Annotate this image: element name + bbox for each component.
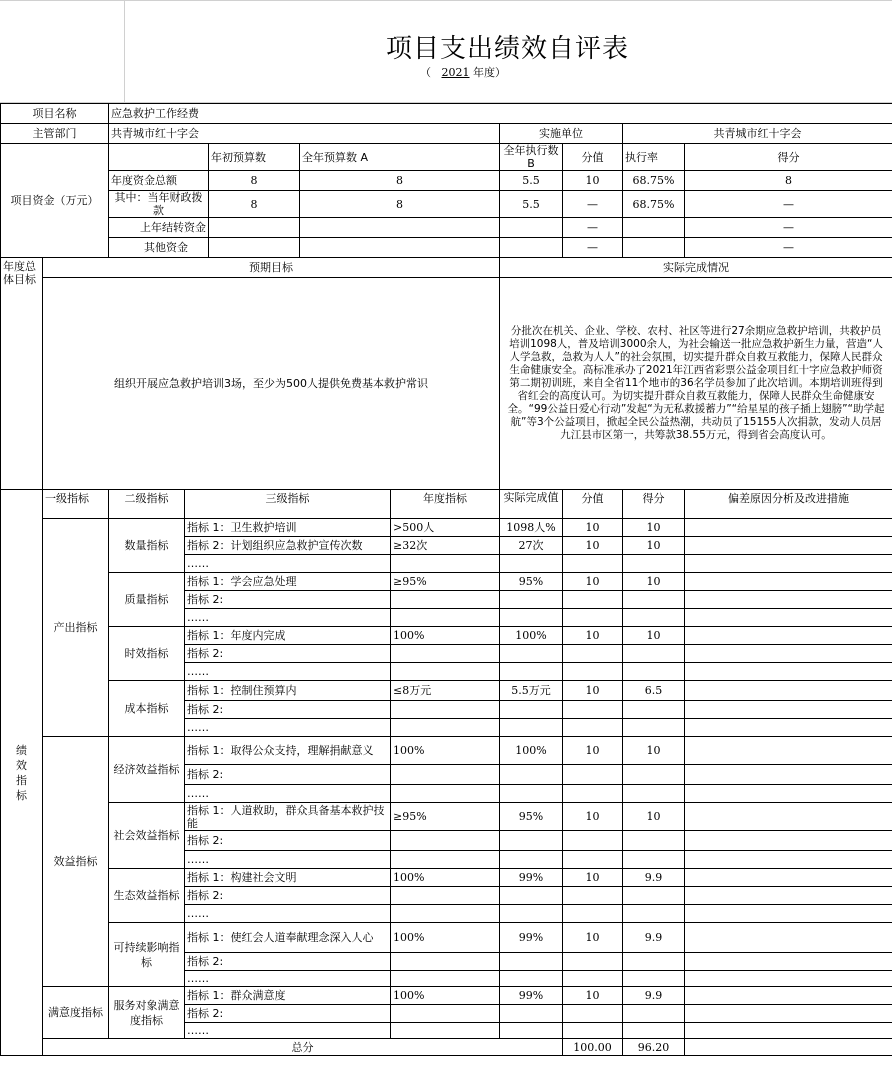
actual-value: 5.5万元 xyxy=(500,681,563,701)
funds-full: 8 xyxy=(300,191,500,218)
project-name-label: 项目名称 xyxy=(1,104,109,124)
actual-value: 99% xyxy=(500,987,563,1005)
actual-value xyxy=(500,719,563,737)
reason xyxy=(685,663,892,681)
goals-expected-label: 预期目标 xyxy=(43,258,500,278)
target-value xyxy=(391,609,500,627)
target-value xyxy=(391,719,500,737)
actual-value: 95% xyxy=(500,803,563,831)
header-target: 年度指标 xyxy=(391,490,500,519)
actual-value xyxy=(500,645,563,663)
score-value: 10 xyxy=(563,803,623,831)
score xyxy=(623,701,685,719)
dept-row xyxy=(1,124,892,144)
target-value: 100% xyxy=(391,923,500,953)
target-value: >500人 xyxy=(391,519,500,537)
reason xyxy=(685,591,892,609)
actual-value xyxy=(500,953,563,971)
funds-exec: 5.5 xyxy=(500,171,563,191)
goals-content-row xyxy=(1,278,892,490)
level1-benefit: 效益指标 xyxy=(43,737,109,987)
target-value xyxy=(391,701,500,719)
target-value xyxy=(391,785,500,803)
level3-label: 指标 2: xyxy=(185,645,391,663)
funds-score: — xyxy=(685,218,892,238)
actual-value xyxy=(500,765,563,785)
score xyxy=(623,719,685,737)
level2-6: 生态效益指标 xyxy=(109,869,185,923)
level3-label: 指标 2: xyxy=(185,591,391,609)
target-value xyxy=(391,555,500,573)
funds-row-carryover xyxy=(1,218,892,238)
level3-label: 指标 1：群众满意度 xyxy=(185,987,391,1005)
indicator-row xyxy=(1,519,892,537)
actual-value: 27次 xyxy=(500,537,563,555)
score-value xyxy=(563,609,623,627)
project-name-row xyxy=(1,104,892,124)
actual-value xyxy=(500,887,563,905)
target-value xyxy=(391,591,500,609)
header-score-value: 分值 xyxy=(563,490,623,519)
score-value xyxy=(563,851,623,869)
score xyxy=(623,591,685,609)
indicator-row xyxy=(1,627,892,645)
score-value xyxy=(563,971,623,987)
actual-value: 99% xyxy=(500,869,563,887)
ellipsis-row: …… xyxy=(185,851,391,869)
score xyxy=(623,1005,685,1023)
indicators-header-row xyxy=(1,490,892,519)
score-value: 10 xyxy=(563,573,623,591)
score-value xyxy=(563,831,623,851)
reason xyxy=(685,987,892,1005)
funds-score-value: — xyxy=(563,191,623,218)
score-value: 10 xyxy=(563,869,623,887)
funds-row-other xyxy=(1,238,892,258)
total-row xyxy=(1,1039,892,1056)
indicator-row xyxy=(1,923,892,953)
indicator-row xyxy=(1,987,892,1005)
funds-header-rate: 执行率 xyxy=(623,144,685,171)
score-value xyxy=(563,645,623,663)
funds-full xyxy=(300,218,500,238)
funds-initial xyxy=(209,218,300,238)
target-value xyxy=(391,905,500,923)
target-value: ≥32次 xyxy=(391,537,500,555)
target-value xyxy=(391,887,500,905)
level2-1: 质量指标 xyxy=(109,573,185,627)
funds-initial xyxy=(209,238,300,258)
ellipsis-row: …… xyxy=(185,1023,391,1039)
score-value: 10 xyxy=(563,537,623,555)
target-value: ≥95% xyxy=(391,803,500,831)
actual-value xyxy=(500,1023,563,1039)
header-actual: 实际完成值 xyxy=(500,490,563,519)
target-value: 100% xyxy=(391,869,500,887)
score xyxy=(623,887,685,905)
score-value: 10 xyxy=(563,627,623,645)
funds-row-label: 其他资金 xyxy=(109,238,209,258)
actual-value: 95% xyxy=(500,573,563,591)
funds-score: — xyxy=(685,238,892,258)
funds-score-value: — xyxy=(563,238,623,258)
year-open: （ xyxy=(420,66,431,79)
header-score: 得分 xyxy=(623,490,685,519)
score-value xyxy=(563,663,623,681)
funds-label: 项目资金（万元） xyxy=(1,144,109,258)
score xyxy=(623,663,685,681)
funds-initial: 8 xyxy=(209,171,300,191)
funds-exec xyxy=(500,238,563,258)
score xyxy=(623,609,685,627)
level3-label: 指标 1：构建社会文明 xyxy=(185,869,391,887)
level1-satisfaction: 满意度指标 xyxy=(43,987,109,1039)
score: 10 xyxy=(623,537,685,555)
project-name-value: 应急救护工作经费 xyxy=(109,104,892,124)
level3-label: 指标 1：人道救助，群众具备基本救护技能 xyxy=(185,803,391,831)
target-value xyxy=(391,1005,500,1023)
reason xyxy=(685,537,892,555)
target-value: ≤8万元 xyxy=(391,681,500,701)
score-value xyxy=(563,887,623,905)
level3-label: 指标 2: xyxy=(185,887,391,905)
level2-5: 社会效益指标 xyxy=(109,803,185,869)
reason xyxy=(685,555,892,573)
level1-output: 产出指标 xyxy=(43,519,109,737)
score xyxy=(623,831,685,851)
ellipsis-row: …… xyxy=(185,609,391,627)
score xyxy=(623,785,685,803)
score xyxy=(623,555,685,573)
indicator-row xyxy=(1,573,892,591)
reason xyxy=(685,923,892,953)
level3-label: 指标 2：计划组织应急救护宣传次数 xyxy=(185,537,391,555)
header-reason: 偏差原因分析及改进措施 xyxy=(685,490,892,519)
score: 10 xyxy=(623,573,685,591)
score-value: 10 xyxy=(563,737,623,765)
level3-label: 指标 1：控制住预算内 xyxy=(185,681,391,701)
reason xyxy=(685,627,892,645)
funds-row-total xyxy=(1,171,892,191)
goals-actual-label: 实际完成情况 xyxy=(500,258,892,278)
score xyxy=(623,765,685,785)
evaluation-table xyxy=(0,103,892,1056)
score-value xyxy=(563,1005,623,1023)
funds-rate xyxy=(623,218,685,238)
funds-full xyxy=(300,238,500,258)
dept-value: 共青城市红十字会 xyxy=(109,124,500,144)
header-lvl3: 三级指标 xyxy=(185,490,391,519)
level3-label: 指标 2: xyxy=(185,953,391,971)
funds-header-full: 全年预算数 A xyxy=(300,144,500,171)
dept-label: 主管部门 xyxy=(1,124,109,144)
level2-4: 经济效益指标 xyxy=(109,737,185,803)
target-value xyxy=(391,645,500,663)
impl-label: 实施单位 xyxy=(500,124,623,144)
funds-header-score: 得分 xyxy=(685,144,892,171)
funds-row-label: 上年结转资金 xyxy=(109,218,209,238)
header-lvl2: 二级指标 xyxy=(109,490,185,519)
funds-rate xyxy=(623,238,685,258)
score-value xyxy=(563,785,623,803)
level2-7: 可持续影响指标 xyxy=(109,923,185,987)
level2-2: 时效指标 xyxy=(109,627,185,681)
score-value xyxy=(563,1023,623,1039)
actual-value: 1098人% xyxy=(500,519,563,537)
score-value xyxy=(563,701,623,719)
reason xyxy=(685,645,892,663)
funds-row-label: 其中：当年财政拨款 xyxy=(109,191,209,218)
reason xyxy=(685,519,892,537)
ellipsis-row: …… xyxy=(185,971,391,987)
score: 10 xyxy=(623,803,685,831)
actual-value: 99% xyxy=(500,923,563,953)
reason xyxy=(685,609,892,627)
goals-actual-text: 分批次在机关、企业、学校、农村、社区等进行27余期应急救护培训，共救护员培训1098人，普及培训3000余人，为社会输送一批应急救护新生力量，营造“人人学急救，急救为人人”的社会氛围，切实提升群众自救互救能力，保障人民群众生命健康安全。高标准承办了2021年江西省彩票公益金项目红十字应急救护师资第二期初训班，来自全省11个地市的36名学员参加了此次培训。本期培训班得到省红会的高度认可。为切实提升群众自救互救能力，保障人民群众生命健康安全。“99公益日爱心行动”发起“为无私救援蓄力”“给星星的孩子插上翅膀”“助学起航”等3个公益项目，掀起全民公益热潮，共动员了15155人次捐款，发动人员居九江县市区第一，共筹款38.55万元，得到省会高度认可。 xyxy=(500,278,892,490)
target-value xyxy=(391,953,500,971)
target-value xyxy=(391,663,500,681)
score-value: 10 xyxy=(563,681,623,701)
actual-value: 100% xyxy=(500,737,563,765)
reason xyxy=(685,971,892,987)
level2-3: 成本指标 xyxy=(109,681,185,737)
reason xyxy=(685,701,892,719)
level3-label: 指标 2: xyxy=(185,1005,391,1023)
funds-full: 8 xyxy=(300,171,500,191)
target-value: 100% xyxy=(391,987,500,1005)
reason xyxy=(685,719,892,737)
reason xyxy=(685,869,892,887)
score-value xyxy=(563,719,623,737)
funds-score-value: 10 xyxy=(563,171,623,191)
indicators-section-label-text: 绩效指标 xyxy=(16,743,27,802)
reason xyxy=(685,573,892,591)
actual-value xyxy=(500,831,563,851)
total-score-value: 100.00 xyxy=(563,1039,623,1056)
score-value: 10 xyxy=(563,923,623,953)
funds-header-score-value: 分值 xyxy=(563,144,623,171)
score-value xyxy=(563,555,623,573)
page-title: 项目支出绩效自评表 xyxy=(385,34,629,64)
actual-value xyxy=(500,663,563,681)
reason xyxy=(685,1005,892,1023)
score: 10 xyxy=(623,737,685,765)
target-value: 100% xyxy=(391,627,500,645)
score xyxy=(623,645,685,663)
score-value xyxy=(563,765,623,785)
score-value: 10 xyxy=(563,519,623,537)
target-value xyxy=(391,831,500,851)
score-value xyxy=(563,905,623,923)
level3-label: 指标 1：年度内完成 xyxy=(185,627,391,645)
score: 10 xyxy=(623,519,685,537)
funds-score: 8 xyxy=(685,171,892,191)
funds-score: — xyxy=(685,191,892,218)
ellipsis-row: …… xyxy=(185,785,391,803)
target-value xyxy=(391,1023,500,1039)
reason xyxy=(685,765,892,785)
reason xyxy=(685,785,892,803)
funds-row-label: 年度资金总额 xyxy=(109,171,209,191)
level3-label: 指标 2: xyxy=(185,831,391,851)
total-score: 96.20 xyxy=(623,1039,685,1056)
reason xyxy=(685,803,892,831)
funds-exec xyxy=(500,218,563,238)
indicator-row xyxy=(1,737,892,765)
indicators-section-label xyxy=(1,490,43,1056)
score-value xyxy=(563,953,623,971)
target-value: 100% xyxy=(391,737,500,765)
goals-expected-text: 组织开展应急救护培训3场，至少为500人提供免费基本救护常识 xyxy=(43,278,500,490)
actual-value xyxy=(500,1005,563,1023)
score xyxy=(623,905,685,923)
score xyxy=(623,971,685,987)
score: 10 xyxy=(623,627,685,645)
reason xyxy=(685,905,892,923)
target-value xyxy=(391,851,500,869)
level3-label: 指标 2: xyxy=(185,765,391,785)
goals-label: 年度总体目标 xyxy=(1,258,43,490)
actual-value xyxy=(500,905,563,923)
level3-label: 指标 1：卫生救护培训 xyxy=(185,519,391,537)
year-suffix: 年度） xyxy=(473,66,506,79)
target-value: ≥95% xyxy=(391,573,500,591)
ellipsis-row: …… xyxy=(185,663,391,681)
actual-value: 100% xyxy=(500,627,563,645)
indicator-row xyxy=(1,681,892,701)
funds-exec: 5.5 xyxy=(500,191,563,218)
reason xyxy=(685,1023,892,1039)
score xyxy=(623,851,685,869)
ellipsis-row: …… xyxy=(185,555,391,573)
reason xyxy=(685,737,892,765)
actual-value xyxy=(500,971,563,987)
funds-score-value: — xyxy=(563,218,623,238)
level3-label: 指标 1：学会应急处理 xyxy=(185,573,391,591)
level3-label: 指标 2: xyxy=(185,701,391,719)
total-blank xyxy=(685,1039,892,1056)
target-value xyxy=(391,765,500,785)
level2-0: 数量指标 xyxy=(109,519,185,573)
funds-header-exec: 全年执行数 B xyxy=(500,144,563,171)
actual-value xyxy=(500,701,563,719)
target-value xyxy=(391,971,500,987)
actual-value xyxy=(500,591,563,609)
score-value: 10 xyxy=(563,987,623,1005)
score: 6.5 xyxy=(623,681,685,701)
level3-label: 指标 1：取得公众支持，理解捐献意义 xyxy=(185,737,391,765)
actual-value xyxy=(500,851,563,869)
reason xyxy=(685,681,892,701)
total-label: 总分 xyxy=(43,1039,563,1056)
reason xyxy=(685,887,892,905)
score-value xyxy=(563,591,623,609)
level3-label: 指标 1：使红会人道奉献理念深入人心 xyxy=(185,923,391,953)
actual-value xyxy=(500,555,563,573)
funds-initial: 8 xyxy=(209,191,300,218)
actual-value xyxy=(500,609,563,627)
score: 9.9 xyxy=(623,923,685,953)
funds-header-blank xyxy=(109,144,209,171)
score xyxy=(623,1023,685,1039)
funds-rate: 68.75% xyxy=(623,191,685,218)
year-line xyxy=(420,64,506,80)
funds-row-fiscal xyxy=(1,191,892,218)
ellipsis-row: …… xyxy=(185,719,391,737)
year-value: 2021 xyxy=(441,66,470,79)
reason xyxy=(685,953,892,971)
score: 9.9 xyxy=(623,869,685,887)
reason xyxy=(685,851,892,869)
impl-value: 共青城市红十字会 xyxy=(623,124,892,144)
score xyxy=(623,953,685,971)
score: 9.9 xyxy=(623,987,685,1005)
funds-header-row xyxy=(1,144,892,171)
funds-header-initial: 年初预算数 xyxy=(209,144,300,171)
header-lvl1: 一级指标 xyxy=(43,490,109,519)
indicator-row xyxy=(1,803,892,831)
ellipsis-row: …… xyxy=(185,905,391,923)
level2-8: 服务对象满意度指标 xyxy=(109,987,185,1039)
actual-value xyxy=(500,785,563,803)
funds-rate: 68.75% xyxy=(623,171,685,191)
goals-header-row xyxy=(1,258,892,278)
reason xyxy=(685,831,892,851)
indicator-row xyxy=(1,869,892,887)
